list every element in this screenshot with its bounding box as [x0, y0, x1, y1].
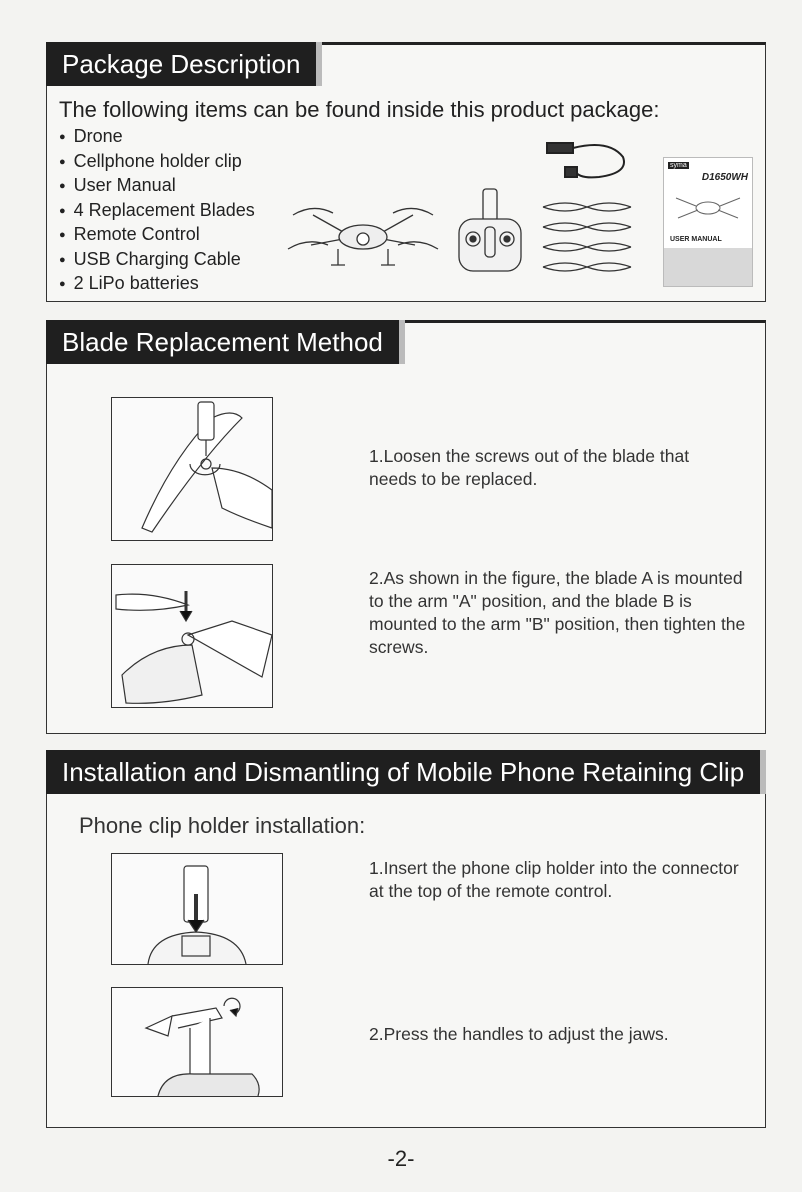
list-item: ● User Manual	[59, 174, 255, 199]
list-item: ● Drone	[59, 125, 255, 150]
usb-cable-illustration	[539, 137, 649, 191]
blade-figure-1	[111, 397, 273, 541]
remote-control-illustration	[455, 187, 525, 277]
list-item: ● Remote Control	[59, 223, 255, 248]
manual-drone-icon	[672, 190, 744, 224]
clip-insert-illustration	[112, 854, 282, 964]
package-header: Package Description	[46, 42, 322, 86]
list-item: ● 2 LiPo batteries	[59, 272, 255, 297]
clip-step-1: 1.Insert the phone clip holder into the connector at the top of the remote control.	[369, 858, 739, 901]
manual-grey-panel	[664, 248, 752, 286]
package-items-list	[59, 125, 255, 297]
clip-step-2: 2.Press the handles to adjust the jaws.	[369, 1024, 669, 1044]
clip-figure-1	[111, 853, 283, 965]
manual-model: D1650WH	[701, 172, 748, 183]
blade-mount-illustration	[112, 565, 272, 707]
blade-header: Blade Replacement Method	[46, 320, 405, 364]
drone-illustration	[283, 193, 443, 273]
package-section	[46, 42, 766, 302]
list-item: ● Cellphone holder clip	[59, 150, 255, 175]
clip-header: Installation and Dismantling of Mobile Phone Retaining Clip	[46, 750, 766, 794]
user-manual-cover	[663, 157, 753, 287]
package-intro: The following items can be found inside this product package:	[59, 97, 660, 122]
manual-label: USER MANUAL	[670, 236, 722, 243]
blade-loosen-illustration	[112, 398, 272, 540]
clip-adjust-illustration	[112, 988, 282, 1096]
clip-subhead: Phone clip holder installation:	[79, 813, 366, 838]
clip-figure-2	[111, 987, 283, 1097]
blade-step-1: 1.Loosen the screws out of the blade that needs to be replaced.	[369, 446, 690, 489]
list-item: ● USB Charging Cable	[59, 248, 255, 273]
list-item: ● 4 Replacement Blades	[59, 199, 255, 224]
blade-figure-2	[111, 564, 273, 708]
clip-section	[46, 750, 766, 1128]
page-number: -2-	[387, 1146, 415, 1171]
blade-section	[46, 320, 766, 734]
replacement-blades-illustration	[539, 197, 635, 283]
blade-step-2: 2.As shown in the figure, the blade A is mounted to the arm "A" position, and the blade B is mounted to the arm "B" position, then tighten the screws.	[369, 568, 746, 657]
manual-brand: syma	[670, 162, 687, 169]
